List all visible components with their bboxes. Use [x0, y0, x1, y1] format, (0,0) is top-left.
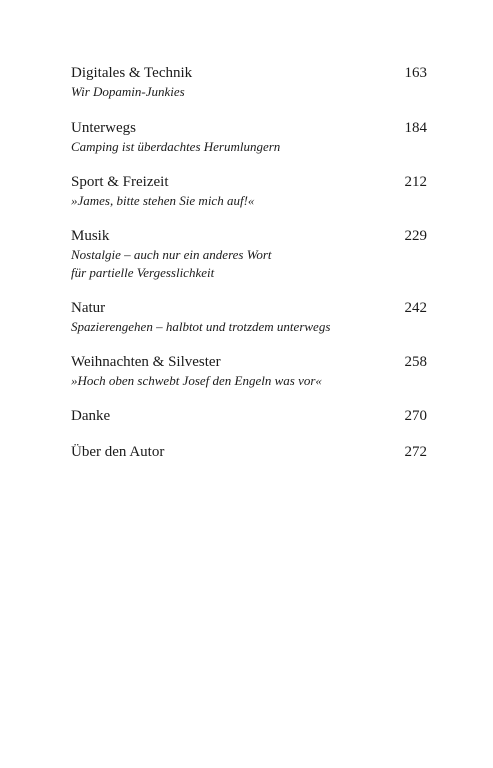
- toc-entry-page: 229: [404, 228, 427, 244]
- toc-entry-row: [71, 299, 427, 318]
- toc-entry-digitales[interactable]: [71, 64, 427, 101]
- toc-entry-title: Sport & Freizeit: [71, 174, 169, 190]
- toc-entry-subtitle: Spazierengehen – halbtot und trotzdem unterwegs: [71, 319, 331, 334]
- toc-entry-page: 163: [404, 65, 427, 81]
- toc-entry-title: Unterwegs: [71, 120, 136, 136]
- toc-entry-row: [71, 353, 427, 372]
- toc-entry-title: Weihnachten & Silvester: [71, 354, 221, 370]
- toc-entry-unterwegs[interactable]: [71, 119, 427, 156]
- toc-entry-subtitle: Nostalgie – auch nur ein anderes Wort: [71, 247, 272, 262]
- toc-entry-ueber-den-autor[interactable]: [71, 443, 427, 462]
- toc-entry-subtitle: »Hoch oben schwebt Josef den Engeln was vor«: [71, 373, 322, 388]
- toc-entry-row: [71, 227, 427, 246]
- toc-entry-page: 184: [404, 120, 427, 136]
- toc-entry-row: [71, 443, 427, 462]
- toc-entry-subtitle: »James, bitte stehen Sie mich auf!«: [71, 193, 255, 208]
- toc-entry-page: 270: [404, 408, 427, 424]
- toc-entry-page: 212: [404, 174, 427, 190]
- toc-entry-sport[interactable]: [71, 173, 427, 210]
- toc-entry-danke[interactable]: [71, 407, 427, 426]
- table-of-contents: [71, 64, 427, 462]
- toc-entry-weihnachten[interactable]: [71, 353, 427, 390]
- toc-entry-page: 272: [404, 444, 427, 460]
- toc-entry-musik[interactable]: [71, 227, 427, 282]
- toc-entry-subtitle: für partielle Vergesslichkeit: [71, 265, 215, 280]
- toc-entry-title: Danke: [71, 408, 111, 424]
- toc-entry-page: 258: [404, 354, 427, 370]
- toc-entry-title: Über den Autor: [71, 444, 165, 460]
- toc-entry-subtitle: Wir Dopamin-Junkies: [71, 84, 185, 99]
- toc-entry-row: [71, 119, 427, 138]
- toc-entry-row: [71, 173, 427, 192]
- toc-entry-title: Musik: [71, 228, 110, 244]
- toc-entry-title: Digitales & Technik: [71, 65, 193, 81]
- toc-entry-row: [71, 64, 427, 83]
- toc-entry-natur[interactable]: [71, 299, 427, 336]
- toc-entry-page: 242: [404, 300, 427, 316]
- toc-entry-row: [71, 407, 427, 426]
- toc-entry-title: Natur: [71, 300, 106, 316]
- toc-entry-subtitle: Camping ist überdachtes Herumlungern: [71, 139, 281, 154]
